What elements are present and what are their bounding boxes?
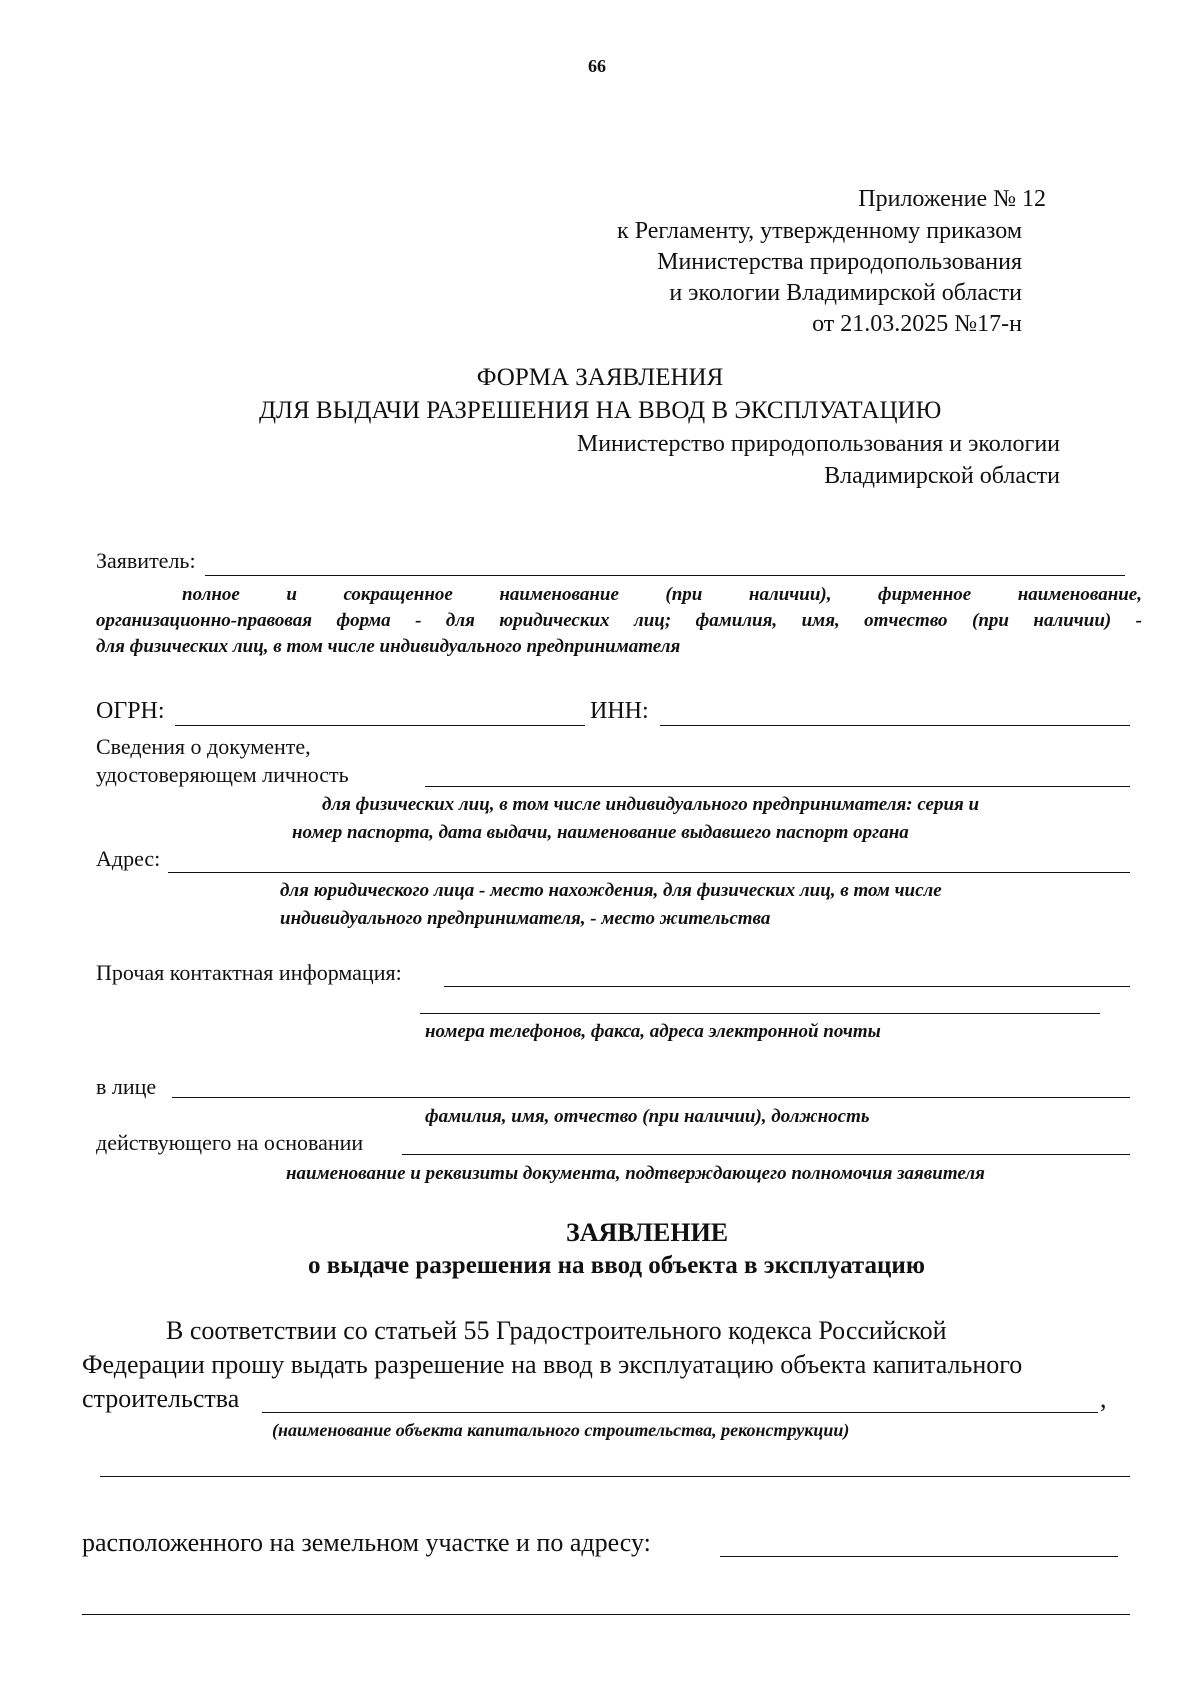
address-label: Адрес:: [96, 846, 161, 871]
form-title-line-1: ФОРМА ЗАЯВЛЕНИЯ: [476, 364, 724, 391]
representative-label: в лице: [96, 1074, 157, 1099]
statement-para-line-2: Федерации прошу выдать разрешение на ввод в эксплуатацию объекта капитального: [82, 1350, 1023, 1379]
statement-title: ЗАЯВЛЕНИЕ: [566, 1218, 729, 1247]
applicant-hint-line-1: полное и сокращенное наименование (при наличии), фирменное наименование,: [182, 584, 1142, 605]
recipient-line-1: Министерство природопользования и экологии: [576, 431, 1060, 457]
appendix-line-4: и экологии Владимирской области: [669, 280, 1022, 306]
statement-para-line-1: В соответствии со статьей 55 Градостроительного кодекса Российской: [166, 1316, 947, 1345]
address-input-line[interactable]: [168, 872, 1130, 873]
appendix-line-2: к Регламенту, утвержденному приказом: [617, 218, 1022, 244]
object-name-input-line-2[interactable]: [100, 1476, 1130, 1477]
contacts-label: Прочая контактная информация:: [96, 960, 402, 985]
address-hint-line-1: для юридического лица - место нахождения, для физических лиц, в том числе: [280, 880, 942, 901]
form-title-line-2: ДЛЯ ВЫДАЧИ РАЗРЕШЕНИЯ НА ВВОД В ЭКСПЛУАТАЦИЮ: [259, 397, 942, 424]
inn-label: ИНН:: [590, 698, 649, 724]
applicant-label: Заявитель:: [96, 548, 196, 573]
basis-hint: наименование и реквизиты документа, подтверждающего полномочия заявителя: [286, 1163, 985, 1184]
location-input-line[interactable]: [720, 1556, 1118, 1557]
basis-label: действующего на основании: [96, 1130, 364, 1155]
identity-doc-hint-line-2: номер паспорта, дата выдачи, наименование выдавшего паспорт органа: [292, 822, 909, 843]
representative-hint: фамилия, имя, отчество (при наличии), должность: [425, 1106, 870, 1127]
appendix-number: Приложение № 12: [858, 186, 1046, 212]
appendix-line-3: Министерства природопользования: [657, 249, 1022, 275]
appendix-date: от 21.03.2025 №17-н: [812, 311, 1022, 337]
contacts-input-line-1[interactable]: [444, 986, 1130, 987]
statement-para-line-3: строительства: [82, 1384, 240, 1413]
location-input-line-2[interactable]: [82, 1614, 1130, 1615]
inn-input-line[interactable]: [660, 725, 1130, 726]
page-number: 66: [588, 56, 606, 76]
object-name-input-line[interactable]: [262, 1412, 1098, 1413]
statement-subtitle: о выдаче разрешения на ввод объекта в эксплуатацию: [308, 1252, 925, 1279]
recipient-line-2: Владимирской области: [824, 463, 1060, 489]
ogrn-label: ОГРН:: [96, 698, 165, 724]
applicant-input-line[interactable]: [205, 575, 1125, 576]
identity-doc-label-line-1: Сведения о документе,: [96, 734, 311, 759]
contacts-input-line-2[interactable]: [420, 1013, 1100, 1014]
object-name-hint: (наименование объекта капитального строительства, реконструкции): [272, 1420, 850, 1440]
contacts-hint: номера телефонов, факса, адреса электронной почты: [425, 1021, 881, 1042]
ogrn-input-line[interactable]: [175, 725, 585, 726]
applicant-hint-line-3: для физических лиц, в том числе индивидуального предпринимателя: [96, 636, 681, 657]
address-hint-line-2: индивидуального предпринимателя, - место жительства: [280, 908, 771, 929]
basis-input-line[interactable]: [402, 1154, 1130, 1155]
identity-doc-label-line-2: удостоверяющем личность: [96, 762, 349, 787]
identity-doc-input-line[interactable]: [425, 786, 1130, 787]
identity-doc-hint-line-1: для физических лиц, в том числе индивидуального предпринимателя: серия и: [322, 794, 980, 815]
representative-input-line[interactable]: [172, 1097, 1130, 1098]
location-label: расположенного на земельном участке и по адресу:: [82, 1528, 651, 1557]
object-name-comma: ,: [1100, 1384, 1107, 1413]
applicant-hint-line-2: организационно-правовая форма - для юридических лиц; фамилия, имя, отчество (при наличии) -: [96, 610, 1142, 631]
